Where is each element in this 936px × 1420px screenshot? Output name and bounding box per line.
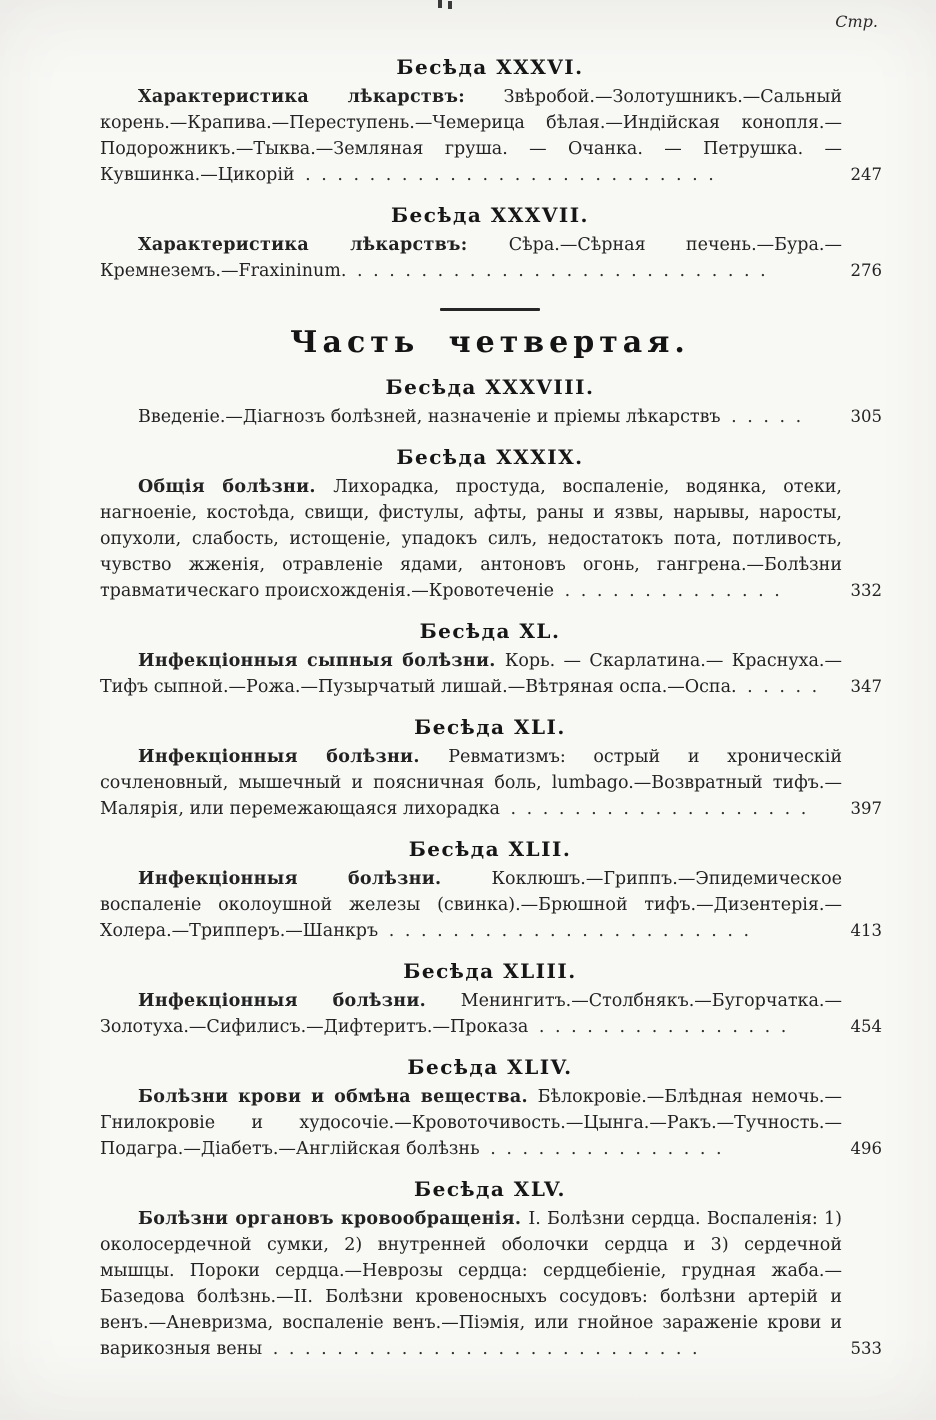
entry-body — [100, 84, 880, 188]
entry-text: I. Болѣзни сердца. Воспаленія: 1) околосердечной сумки, 2) внутренней оболочки сердца и 3) сердечной мышцы. Пороки сердца.—Неврозы сердца: сердцебіеніе, грудная жаба.—Базедова болѣзнь.—II. Болѣзни кровеносныхъ сосудовъ: болѣзни артерій и венъ.—Аневризма, воспаленіе венъ.—Піэмія, или гнойное зараженіе крови и варикозныя вены — [100, 1209, 842, 1359]
entry-page-number: 276 — [850, 261, 882, 280]
entry-lead: Инфекціонныя болѣзни. — [138, 869, 492, 889]
toc-entry — [100, 375, 880, 430]
toc-entry — [100, 55, 880, 188]
entry-page-number: 332 — [850, 581, 882, 600]
entry-heading: Бесѣда XLIII. — [403, 959, 577, 983]
section-divider-rule — [440, 308, 540, 311]
entry-heading: Бесѣда XXXVI. — [396, 55, 584, 79]
toc-entry — [100, 203, 880, 284]
entry-text: Коклюшъ.—Гриппъ.—Эпидемическое воспаленіе околоушной железы (свинка).—Брюшной тифъ.—Дизентерія.—Холера.—Трипперъ.—Шанкръ — [100, 869, 842, 941]
entry-body — [100, 474, 880, 604]
entry-lead: Болѣзни крови и обмѣна вещества. — [138, 1087, 538, 1107]
entry-text: Сѣра.—Сѣрная печень.—Бура.—Кремнеземъ.—Fraxininum. — [100, 235, 842, 281]
dot-leader: . . . . . . . . . . . . . . . . . . . — [499, 799, 807, 819]
dot-leader: . . . . . . . . . . . . . . . . . . . . . . . . . . — [294, 165, 714, 185]
entry-heading: Бесѣда XXXVIII. — [385, 375, 595, 399]
dot-leader: . . . . . — [736, 677, 818, 697]
entry-heading: Бесѣда XLI. — [414, 715, 566, 739]
entry-page-number: 496 — [850, 1139, 882, 1158]
entry-body — [100, 232, 880, 284]
dot-leader: . . . . . . . . . . . . . . . . . . . . . . . . . . . — [262, 1339, 698, 1359]
dot-leader: . . . . . . . . . . . . . . . . . . . . . . . — [378, 921, 750, 941]
entry-text: Менингитъ.—Столбнякъ.—Бугорчатка.—Золотуха.—Сифилисъ.—Дифтеритъ.—Проказа — [100, 991, 842, 1037]
entry-text: Звѣробой.—Золотушникъ.—Сальный корень.—Крапива.—Переступень.—Чемерица бѣлая.—Индійская конопля.—Подорожникъ.—Тыква.—Земляная груша. — Очанка. — Петрушка. — Кувшинка.—Цикорій — [100, 87, 842, 185]
entry-heading: Бесѣда XXXVII. — [390, 203, 590, 227]
entry-heading: Бесѣда XXXIX. — [396, 445, 584, 469]
entry-page-number: 305 — [850, 407, 882, 426]
part-title: Часть четвертая. — [290, 325, 690, 360]
entry-body — [100, 404, 880, 430]
entry-body — [100, 866, 880, 944]
entry-text: Корь. — Скарлатина.— Краснуха.—Тифъ сыпной.—Рожа.—Пузырчатый лишай.—Вѣтряная оспа.—Оспа. — [100, 651, 842, 697]
entry-heading: Бесѣда XLIV. — [407, 1055, 573, 1079]
entry-page-number: 533 — [850, 1339, 882, 1358]
entry-lead: Общія болѣзни. — [138, 477, 334, 497]
entry-page-number: 454 — [850, 1017, 882, 1036]
entry-lead: Характеристика лѣкарствъ: — [138, 235, 509, 255]
dot-leader: . . . . . . . . . . . . . . . . — [528, 1017, 787, 1037]
entry-lead: Характеристика лѣкарствъ: — [138, 87, 504, 107]
page-column-header: Стр. — [835, 12, 878, 31]
toc-entry — [100, 1055, 880, 1162]
toc-entry — [100, 445, 880, 604]
toc-entry — [100, 959, 880, 1040]
entry-page-number: 247 — [850, 165, 882, 184]
dot-leader: . . . . . — [720, 407, 802, 427]
entry-text: Ревматизмъ: острый и хроническій сочленовный, мышечный и поясничная боль, lumbago.—Возвратный тифъ.—Малярія, или перемежающаяся лихорадка — [100, 747, 842, 819]
entry-text: Бѣлокровіе.—Блѣдная немочь.—Гнилокровіе и худосочіе.—Кровоточивость.—Цынга.—Ракъ.—Тучность.—Подагра.—Діабетъ.—Англійская болѣзнь — [100, 1087, 842, 1159]
entry-page-number: 397 — [850, 799, 882, 818]
dot-leader: . . . . . . . . . . . . . . — [554, 581, 780, 601]
entry-body — [100, 1206, 880, 1362]
entry-body — [100, 1084, 880, 1162]
entry-page-number: 413 — [850, 921, 882, 940]
entry-lead: Инфекціонныя болѣзни. — [138, 991, 461, 1011]
entry-lead: Болѣзни органовъ кровообращенія. — [138, 1209, 529, 1229]
entry-lead: Инфекціонныя сыпныя болѣзни. — [138, 651, 505, 671]
entry-text: Лихорадка, простуда, воспаленіе, водянка, отеки, нагноеніе, костоѣда, свищи, фистулы, афты, раны и язвы, нарывы, наросты, опухоли, слабость, истощеніе, упадокъ силъ, недостатокъ пота, потливость, чувство жженія, отравленіе ядами, антоновъ огонь, гангрена.—Болѣзни травматическаго происхожденія.—Кровотеченіе — [100, 477, 842, 601]
entry-page-number: 347 — [850, 677, 882, 696]
entry-heading: Бесѣда XLII. — [408, 837, 572, 861]
dot-leader: . . . . . . . . . . . . . . . — [479, 1139, 722, 1159]
entry-body — [100, 988, 880, 1040]
entry-text: Введеніе.—Діагнозъ болѣзней, назначеніе и пріемы лѣкарствъ — [138, 407, 721, 427]
toc-entry — [100, 619, 880, 700]
dot-leader: . . . . . . . . . . . . . . . . . . . . . . . . . . — [346, 261, 766, 281]
entry-heading: Бесѣда XL. — [419, 619, 561, 643]
toc-entry — [100, 1177, 880, 1362]
entry-body — [100, 648, 880, 700]
entry-body — [100, 744, 880, 822]
entry-lead: Инфекціонныя болѣзни. — [138, 747, 449, 767]
entry-heading: Бесѣда XLV. — [414, 1177, 566, 1201]
toc-entry — [100, 715, 880, 822]
toc-entry — [100, 837, 880, 944]
